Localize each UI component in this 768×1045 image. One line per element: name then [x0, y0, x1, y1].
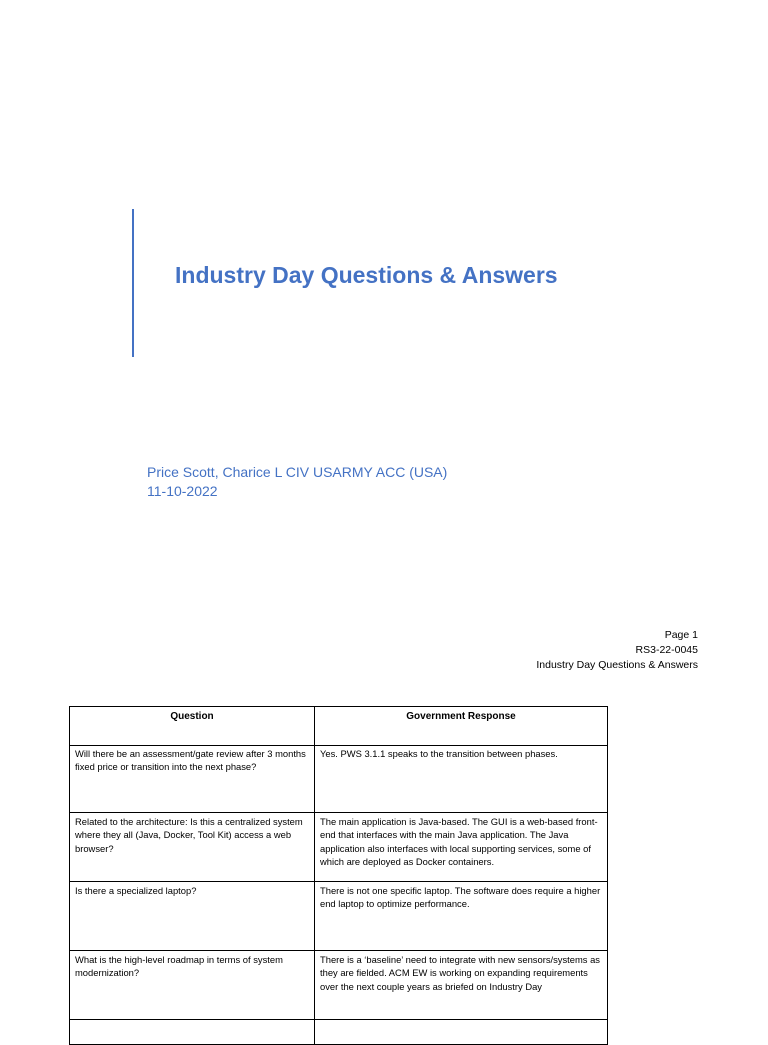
- document-title: Industry Day Questions & Answers: [536, 659, 698, 671]
- response-cell: There is not one specific laptop. The software does require a higher end laptop to optimize performance.: [315, 882, 608, 951]
- page-number: Page 1: [664, 629, 698, 641]
- response-cell: Yes. PWS 3.1.1 speaks to the transition between phases.: [315, 746, 608, 813]
- table-row: [70, 951, 608, 1020]
- question-cell: [70, 1020, 315, 1045]
- cover-accent-rule: [132, 209, 134, 357]
- qa-table: [69, 706, 608, 1045]
- table-row: [70, 882, 608, 951]
- table-row: [70, 813, 608, 882]
- question-cell: Related to the architecture: Is this a centralized system where they all (Java, Docker, Tool Kit) access a web browser?: [70, 813, 315, 882]
- column-header-response: Government Response: [315, 707, 608, 746]
- page-header: [536, 628, 698, 673]
- column-header-question: Question: [70, 707, 315, 746]
- response-cell: The main application is Java-based. The GUI is a web-based front-end that interfaces with the main Java application. The Java application also interfaces with local supporting services, some of which are deployed as Docker containers.: [315, 813, 608, 882]
- table-row: [70, 746, 608, 813]
- cover-author: Price Scott, Charice L CIV USARMY ACC (USA): [147, 464, 448, 480]
- response-cell: There is a ‘baseline’ need to integrate with new sensors/systems as they are fielded. ACM EW is working on expanding requirements over the next couple years as briefed on Industry Day: [315, 951, 608, 1020]
- table-header-row: [70, 707, 608, 746]
- cover-date: 11-10-2022: [147, 483, 218, 499]
- cover-title: Industry Day Questions & Answers: [175, 262, 558, 288]
- question-cell: What is the high-level roadmap in terms of system modernization?: [70, 951, 315, 1020]
- table-row: [70, 1020, 608, 1045]
- question-cell: Will there be an assessment/gate review after 3 months fixed price or transition into the next phase?: [70, 746, 315, 813]
- document-number: RS3-22-0045: [635, 644, 698, 656]
- question-cell: Is there a specialized laptop?: [70, 882, 315, 951]
- response-cell: [315, 1020, 608, 1045]
